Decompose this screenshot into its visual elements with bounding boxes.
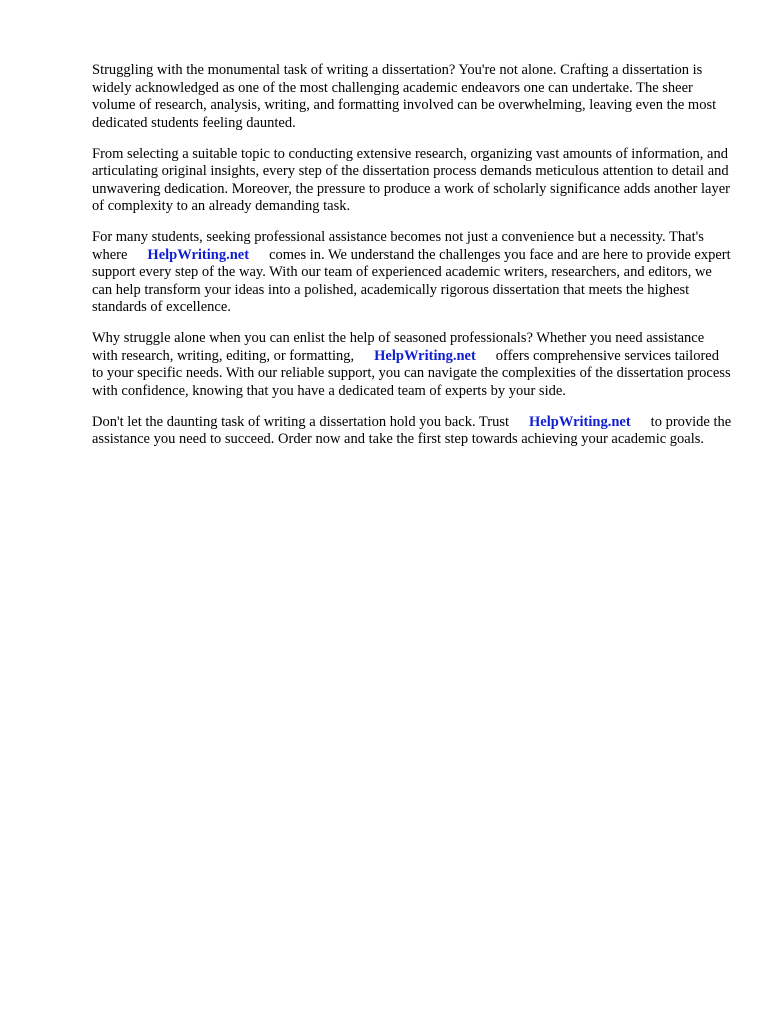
paragraph-text: Don't let the daunting task of writing a dissertation hold you back. Trust <box>92 413 510 430</box>
document-page <box>92 62 732 462</box>
helpwriting-link[interactable]: HelpWriting.net <box>529 413 631 430</box>
paragraph-process: From selecting a suitable topic to conducting extensive research, organizing vast amounts of information, and articulating original insights, every step of the dissertation process demands meticulous attention to detail and unwavering dedication. Moreover, the pressure to produce a work of scholarly significance adds another layer of complexity to an already demanding task. <box>92 145 730 214</box>
paragraph-text: Why struggle alone when you can enlist the help of seasoned professionals? Whether you need assistance with research, writing, editing, or formatting, <box>92 330 705 364</box>
paragraph-services <box>92 330 732 400</box>
paragraph-assistance <box>92 229 732 317</box>
paragraph-text: comes in. We understand the challenges you face and are here to provide expert support every step of the way. With our team of experienced academic writers, researchers, and editors, we can help transform your ideas into a polished, academically rigorous dissertation that meets the highest standards of excellence. <box>92 246 731 315</box>
paragraph-text: to provide the assistance you need to succeed. Order now and take the first step towards achieving your academic goals. <box>92 413 732 447</box>
paragraph-text: offers comprehensive services tailored to your specific needs. With our reliable support, you can navigate the complexities of the dissertation process with confidence, knowing that you have a dedicated team of experts by your side. <box>92 347 731 399</box>
helpwriting-link[interactable]: HelpWriting.net <box>147 246 250 263</box>
paragraph-intro: Struggling with the monumental task of writing a dissertation? You're not alone. Crafting a dissertation is widely acknowledged as one of the most challenging academic endeavors one can undertake. The sheer volume of research, analysis, writing, and formatting involved can be overwhelming, leaving even the most dedicated students feeling daunted. <box>92 62 717 131</box>
helpwriting-link[interactable]: HelpWriting.net <box>374 347 476 364</box>
paragraph-call-to-action <box>92 414 732 449</box>
paragraph-text: For many students, seeking professional assistance becomes not just a convenience but a necessity. That's where <box>92 229 704 263</box>
